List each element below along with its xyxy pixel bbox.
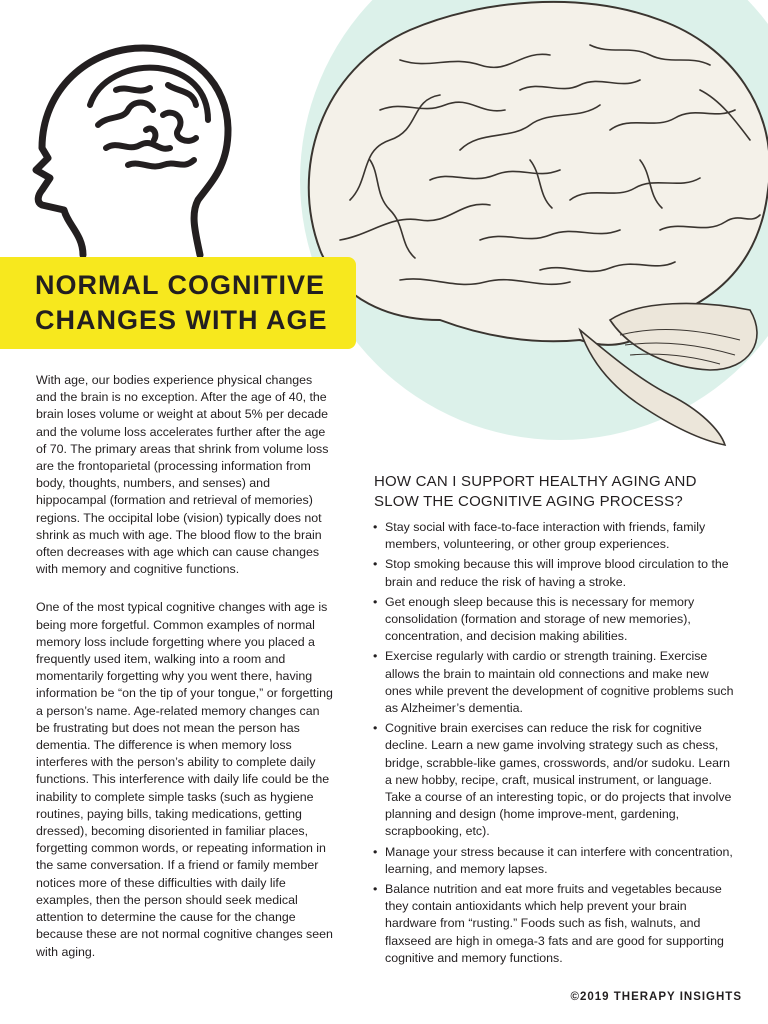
tip-text: Stop smoking because this will improve blood circulation to the brain and reduce the risk of having a stroke. [385,557,729,589]
list-item [373,844,735,878]
page-title-line-2: CHANGES WITH AGE [35,305,328,335]
bullet-icon: • [373,649,378,664]
bullet-icon: • [373,594,378,609]
tip-text: Cognitive brain exercises can reduce the risk for cognitive decline. Learn a new game involving strategy such as chess, bridge, scrabble-like games, crosswords, and/or sudoku. Learn a new hobby, recipe, craft, musical instrument, or language. Take a course of an interesting topic, or do projects that involve planning and design (home improve-ment, gardening, scrapbooking, etc). [385,721,732,839]
list-item [373,519,735,553]
list-item [373,556,735,590]
bullet-icon: • [373,844,378,859]
tip-text: Stay social with face-to-face interaction with friends, family members, volunteering, or other group experiences. [385,520,706,552]
copyright-footer: ©2019 THERAPY INSIGHTS [570,991,742,1003]
list-item [373,720,735,840]
intro-paragraph-2: One of the most typical cognitive changes with age is being more forgetful. Common examples of normal memory loss include forgetting where you placed a frequently used item, walking into a room and momentarily forgetting why you went there, having information be “on the tip of your tongue,” or forgetting a person’s name. Age-related memory changes can be frustrating but does not mean the person has dementia. The difference is when memory loss interferes with the person’s ability to complete daily functions. This interference with daily life could be the inability to complete simple tasks (such as hygiene routines, paying bills, taking medications, getting dressed), becoming disoriented in familiar places, forgetting common words, or repeating information in the same conversation. If a friend or family member notices more of these difficulties with daily life examples, then the person should seek medical attention to determine the cause for the change because these are not normal cognitive changes seen with aging. [36,600,333,959]
bullet-icon: • [373,520,378,534]
intro-paragraph-1: With age, our bodies experience physical changes and the brain is no exception. After the age of 40, the brain loses volume or weight at about 5% per decade and the volume loss accelerates further after the age of 70. The primary areas that shrink from volume loss are the frontoparietal (processing information from body, thoughts, numbers, and senses) and hippocampal (formation and retrieval of memories) regions. The occipital lobe (vision) typically does not shrink as much with age. The blood flow to the brain often decreases with age which can cause changes with memory and cognitive functions. [36,373,329,577]
list-item [373,594,735,646]
head-profile-brain-icon [28,30,238,260]
bullet-icon: • [373,882,378,897]
bullet-icon: • [373,721,378,736]
tip-text: Balance nutrition and eat more fruits and vegetables because they contain antioxidants which help prevent your brain hardware from “rusting.” Foods such as fish, walnuts, and flaxseed are high in omega-3 fats and are good for supporting cognitive and memory functions. [385,882,724,965]
tip-text: Manage your stress because it can interfere with concentration, learning, and memory lapses. [385,844,733,876]
list-item [373,648,735,717]
intro-text-column [36,372,336,982]
bullet-icon: • [373,557,378,572]
tip-text: Get enough sleep because this is necessary for memory consolidation (formation and storage of new memories), concentration, and decision making abilities. [385,594,695,644]
tips-heading-line-1: HOW CAN I SUPPORT HEALTHY AGING AND [374,473,697,490]
tip-text: Exercise regularly with cardio or strength training. Exercise allows the brain to maintain old connections and make new ones while prevent the development of cognitive problems such as Alzheimer’s dementia. [385,649,734,716]
list-item [373,881,735,967]
tips-list [373,519,735,970]
tips-heading [374,472,744,512]
page-title-line-1: NORMAL COGNITIVE [35,270,326,300]
brain-illustration [280,0,768,450]
tips-heading-line-2: SLOW THE COGNITIVE AGING PROCESS? [374,493,683,510]
